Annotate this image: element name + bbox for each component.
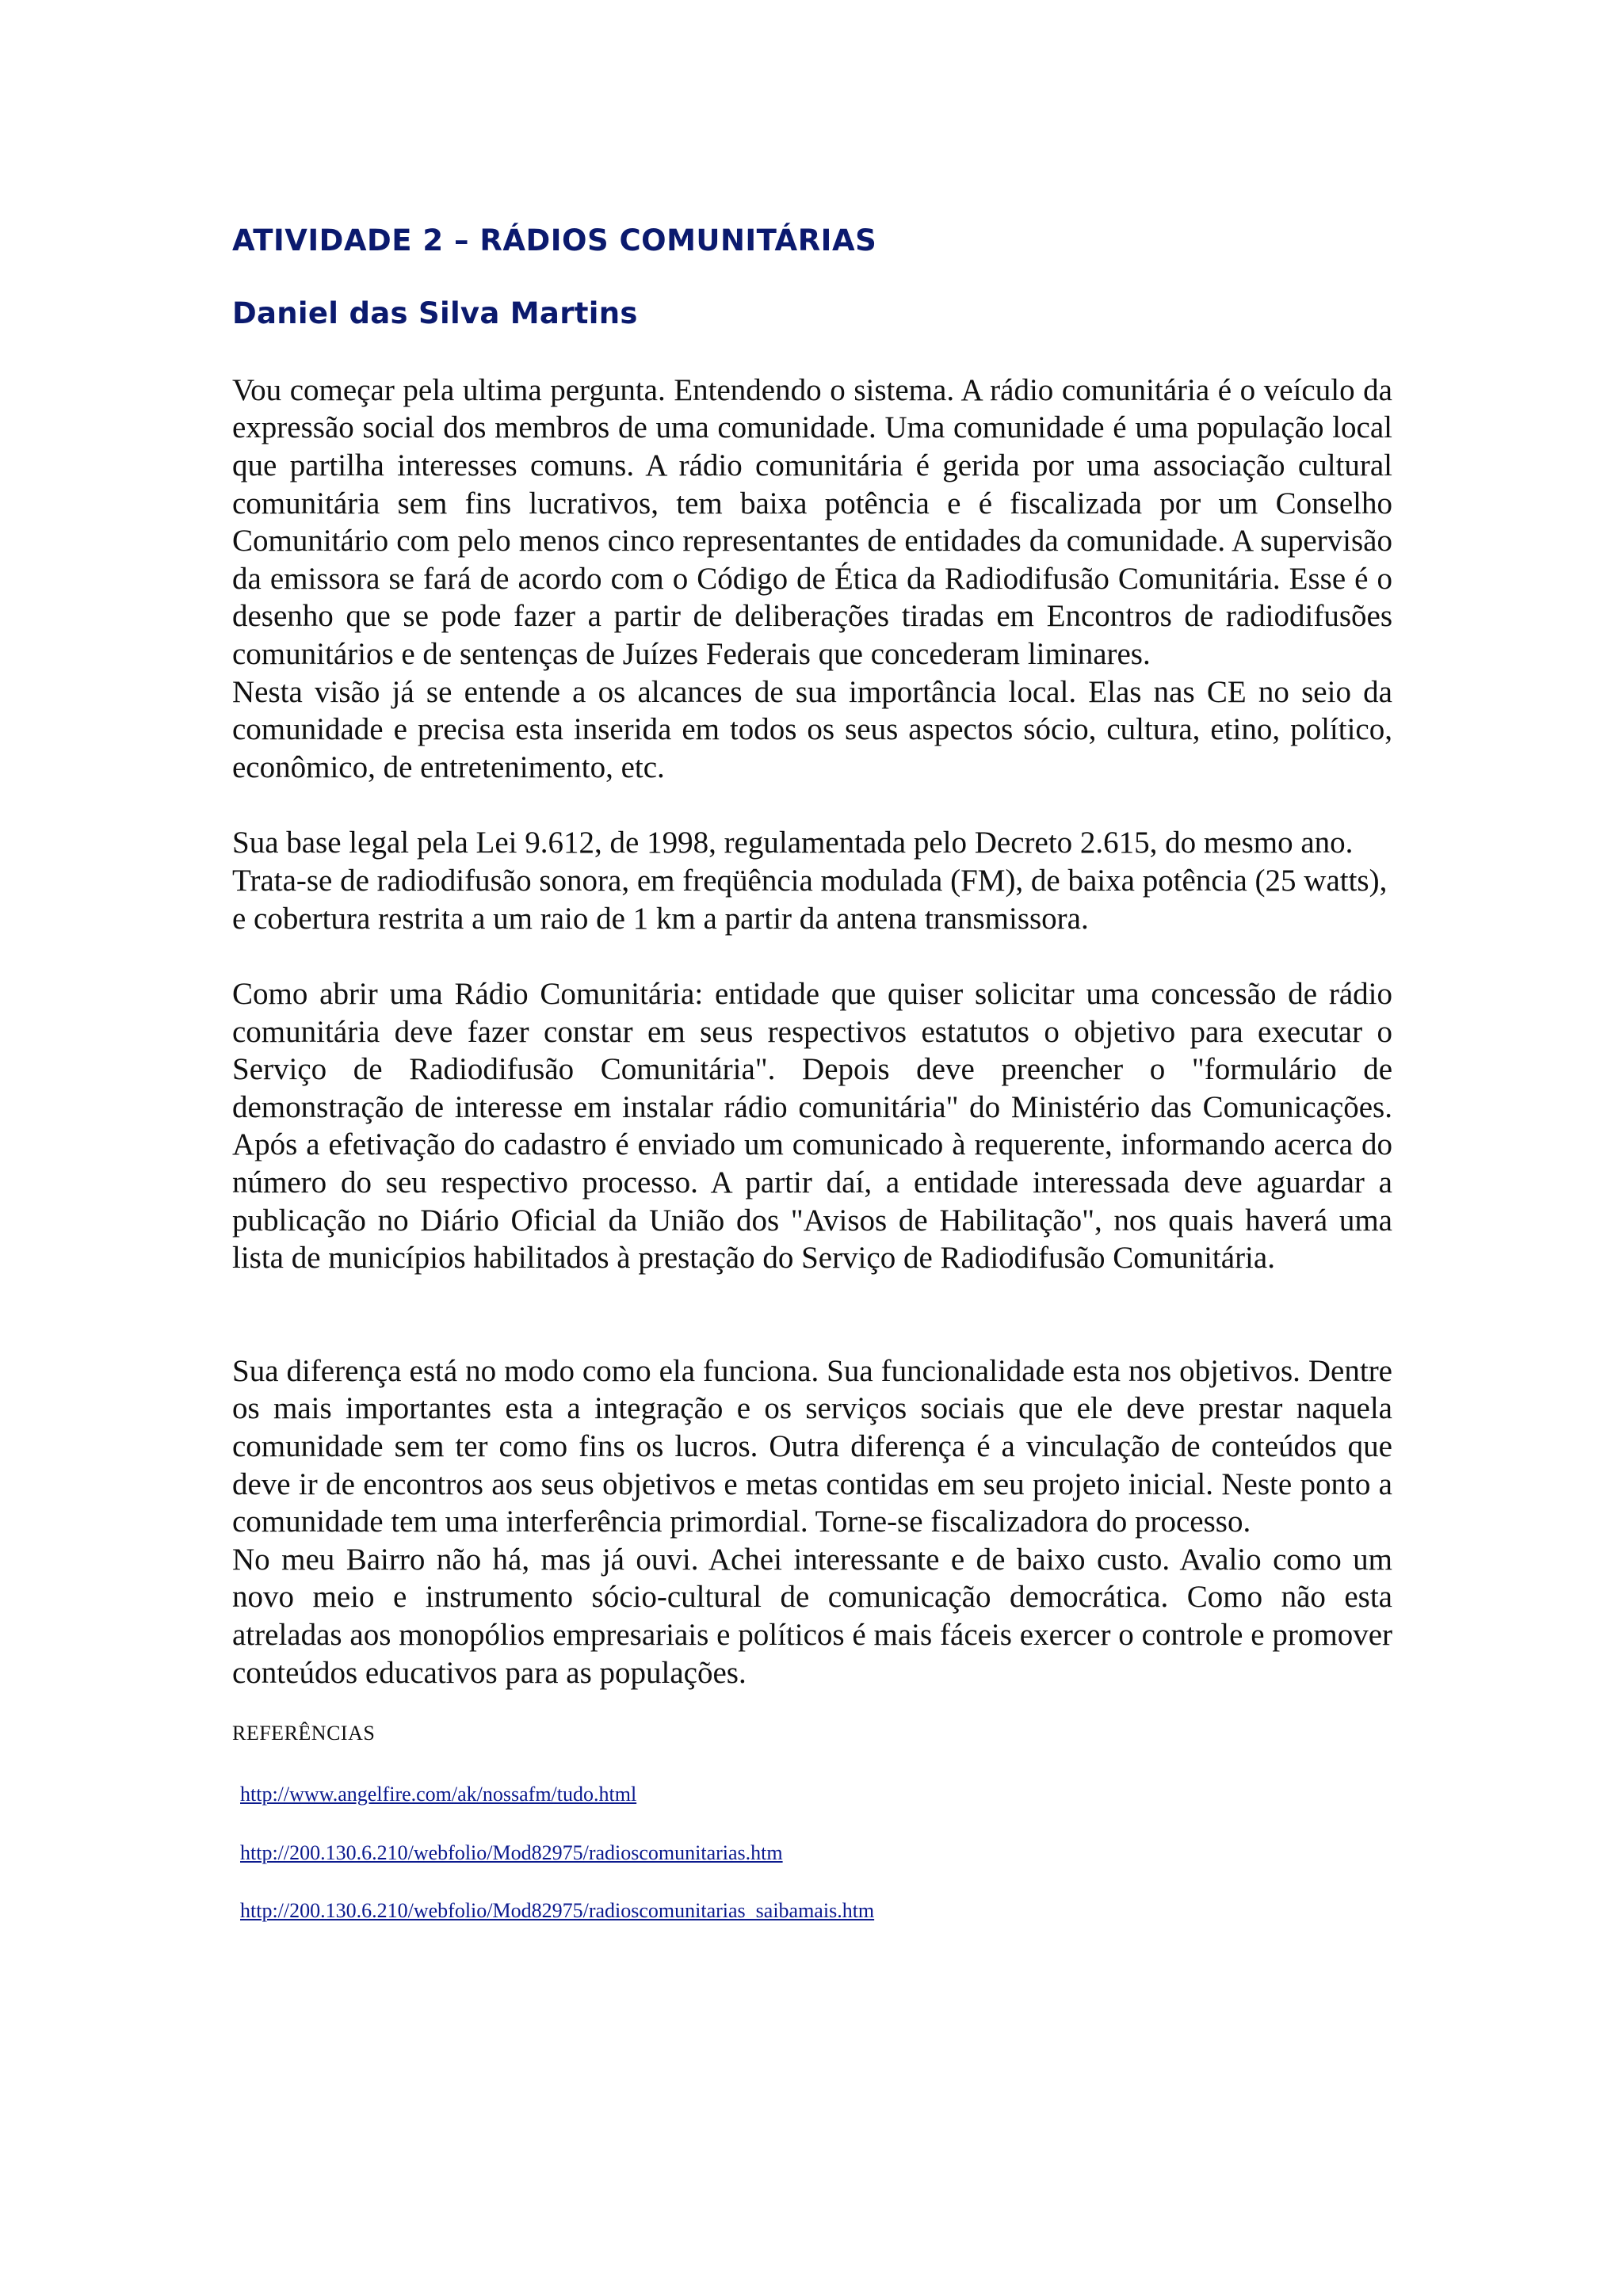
reference-link-1[interactable]: http://www.angelfire.com/ak/nossafm/tudo.html <box>240 1783 637 1806</box>
reference-link-3[interactable]: http://200.130.6.210/webfolio/Mod82975/radioscomunitarias_saibamais.htm <box>240 1899 875 1923</box>
document-content <box>232 223 1392 1923</box>
paragraph-neighborhood: No meu Bairro não há, mas já ouvi. Achei interessante e de baixo custo. Avalio como um novo meio e instrumento sócio-cultural de comunicação democrática. Como não esta atreladas aos monopólios empresariais e políticos é mais fáceis exercer o controle e promover conteúdos educativos para as populações. <box>232 1542 1392 1690</box>
paragraph-intro: Vou começar pela ultima pergunta. Entendendo o sistema. A rádio comunitária é o veículo da expressão social dos membros de uma comunidade. Uma comunidade é uma população local que partilha interesses comuns. A rádio comunitária é gerida por uma associação cultural comunitária sem fins lucrativos, tem baixa potência e é fiscalizada por um Conselho Comunitário com pelo menos cinco representantes de entidades da comunidade. A supervisão da emissora se fará de acordo com o Código de Ética da Radiodifusão Comunitária. Esse é o desenho que se pode fazer a partir de deliberações tiradas em Encontros de radiodifusões comunitários e de sentenças de Juízes Federais que concederam liminares. <box>232 372 1392 671</box>
paragraph-vision: Nesta visão já se entende a os alcances de sua importância local. Elas nas CE no seio da comunidade e precisa esta inserida em todos os seus aspectos sócio, cultura, etino, político, econômico, de entretenimento, etc. <box>232 674 1392 784</box>
author-name: Daniel das Silva Martins <box>232 296 638 331</box>
reference-link-2[interactable]: http://200.130.6.210/webfolio/Mod82975/radioscomunitarias.htm <box>240 1841 783 1865</box>
paragraph-difference: Sua diferença está no modo como ela funciona. Sua funcionalidade esta nos objetivos. Dentre os mais importantes esta a integração e os serviços sociais que ele deve prestar naquela comunidade sem ter como fins os lucros. Outra diferença é a vinculação de conteúdos que deve ir de encontros aos seus objetivos e metas contidas em seu projeto inicial. Neste ponto a comunidade tem uma interferência primordial. Torne-se fiscalizadora do processo. <box>232 1353 1392 1539</box>
paragraph-how-to-open: Como abrir uma Rádio Comunitária: entidade que quiser solicitar uma concessão de rádio comunitária deve fazer constar em seus respectivos estatutos o objetivo para executar o Serviço de Radiodifusão Comunitária". Depois deve preencher o "formulário de demonstração de interesse em instalar rádio comunitária" do Ministério das Comunicações. Após a efetivação do cadastro é enviado um comunicado à requerente, informando acerca do número do seu respectivo processo. A partir daí, a entidade interessada deve aguardar a publicação no Diário Oficial da União dos "Avisos de Habilitação", nos quais haverá uma lista de municípios habilitados à prestação do Serviço de Radiodifusão Comunitária. <box>232 977 1392 1276</box>
paragraph-legal-basis: Sua base legal pela Lei 9.612, de 1998, regulamentada pelo Decreto 2.615, do mesmo ano. Trata-se de radiodifusão sonora, em freqüência modulada (FM), de baixa potência (25 watts), e cobertura restrita a um raio de 1 km a partir da antena transmissora. <box>232 826 1388 936</box>
references-heading: REFERÊNCIAS <box>232 1722 376 1745</box>
document-title: ATIVIDADE 2 – RÁDIOS COMUNITÁRIAS <box>232 223 877 257</box>
